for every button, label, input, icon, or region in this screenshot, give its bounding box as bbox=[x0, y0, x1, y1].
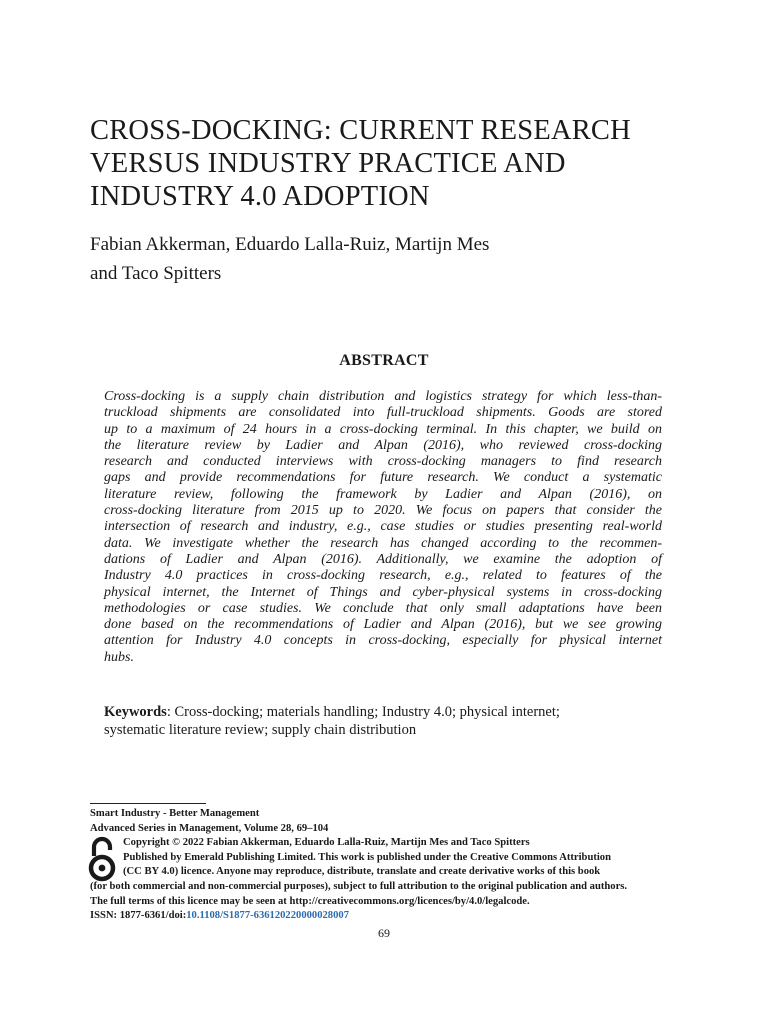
volume-info: Advanced Series in Management, Volume 28, 69–104 bbox=[90, 822, 329, 834]
chapter-title bbox=[90, 114, 710, 213]
issn-line bbox=[90, 909, 690, 924]
abstract-line: attention for Industry 4.0 concepts in cross-docking, especially for physical internet bbox=[104, 633, 662, 649]
page-number: 69 bbox=[378, 926, 390, 940]
abstract-line: intersection of research and industry, e.g., case studies or studies presenting real-world bbox=[104, 519, 662, 535]
keywords-line bbox=[104, 703, 664, 721]
issn-prefix: ISSN: 1877-6361/doi: bbox=[90, 910, 187, 922]
copyright-line: Copyright © 2022 Fabian Akkerman, Eduardo Lalla-Ruiz, Martijn Mes and Taco Spitters bbox=[123, 837, 530, 849]
author-list bbox=[90, 230, 690, 288]
chapter-title-line: INDUSTRY 4.0 ADOPTION bbox=[90, 181, 430, 212]
chapter-footer bbox=[90, 807, 690, 924]
abstract-heading: ABSTRACT bbox=[339, 352, 429, 369]
abstract-line: done based on the recommendations of Ladier and Alpan (2016), but we see growing bbox=[104, 617, 662, 633]
abstract-line: methodologies or case studies. We conclude that only small adaptations have been bbox=[104, 600, 662, 616]
abstract-line: Cross-docking is a supply chain distribution and logistics strategy for which less-than- bbox=[104, 389, 662, 404]
abstract-line: physical internet, the Internet of Things and cyber-physical systems in cross-docking bbox=[104, 584, 662, 600]
chapter-title-line: VERSUS INDUSTRY PRACTICE AND bbox=[90, 148, 566, 179]
licence-terms-line: The full terms of this licence may be seen at http://creativecommons.org/licences/by/4.0/legalcode. bbox=[90, 895, 530, 907]
keywords-label: Keywords bbox=[104, 704, 167, 720]
keywords-section bbox=[104, 703, 664, 739]
chapter-title-line: CROSS-DOCKING: CURRENT RESEARCH bbox=[90, 115, 631, 146]
author-line: and Taco Spitters bbox=[90, 263, 222, 284]
keywords-list: : Cross-docking; materials handling; Industry 4.0; physical internet; bbox=[166, 704, 560, 720]
series-name: Smart Industry - Better Management bbox=[90, 808, 260, 819]
usage-line: (for both commercial and non-commercial purposes), subject to full attribution to the original publication and authors. bbox=[90, 880, 628, 892]
abstract-line: the literature review by Ladier and Alpan (2016), who reviewed cross-docking bbox=[104, 437, 662, 453]
licence-line: (CC BY 4.0) licence. Anyone may reproduce, distribute, translate and create derivative works of this book bbox=[123, 866, 601, 878]
abstract-line: cross-docking literature from 2015 up to 2020. We focus on papers that consider the bbox=[104, 503, 662, 519]
keywords-line: systematic literature review; supply chain distribution bbox=[104, 722, 417, 738]
abstract-line: truckload shipments are consolidated into full-truckload shipments. Goods are stored bbox=[104, 405, 662, 421]
abstract-line: data. We investigate whether the research has changed according to the recommen- bbox=[104, 535, 662, 551]
abstract-line: hubs. bbox=[104, 649, 134, 665]
abstract-line: Industry 4.0 practices in cross-docking research, e.g., related to features of the bbox=[104, 568, 662, 584]
abstract-text bbox=[104, 389, 662, 666]
publisher-line: Published by Emerald Publishing Limited. This work is published under the Creative Commons Attribution bbox=[123, 851, 611, 863]
abstract-line: research and conducted interviews with cross-docking managers to find research bbox=[104, 454, 662, 470]
footnote-divider bbox=[90, 803, 206, 804]
abstract-line: up to a maximum of 24 hours in a cross-docking terminal. In this chapter, we build on bbox=[104, 421, 662, 437]
author-line: Fabian Akkerman, Eduardo Lalla-Ruiz, Martijn Mes bbox=[90, 234, 490, 255]
abstract-line: dations of Ladier and Alpan (2016). Additionally, we examine the adoption of bbox=[104, 551, 662, 567]
abstract-line: gaps and provide recommendations for future research. We conduct a systematic bbox=[104, 470, 662, 486]
doi-link[interactable]: 10.1108/S1877-636120220000028007 bbox=[186, 910, 349, 922]
abstract-line: literature review, following the framework by Ladier and Alpan (2016), on bbox=[104, 486, 662, 502]
